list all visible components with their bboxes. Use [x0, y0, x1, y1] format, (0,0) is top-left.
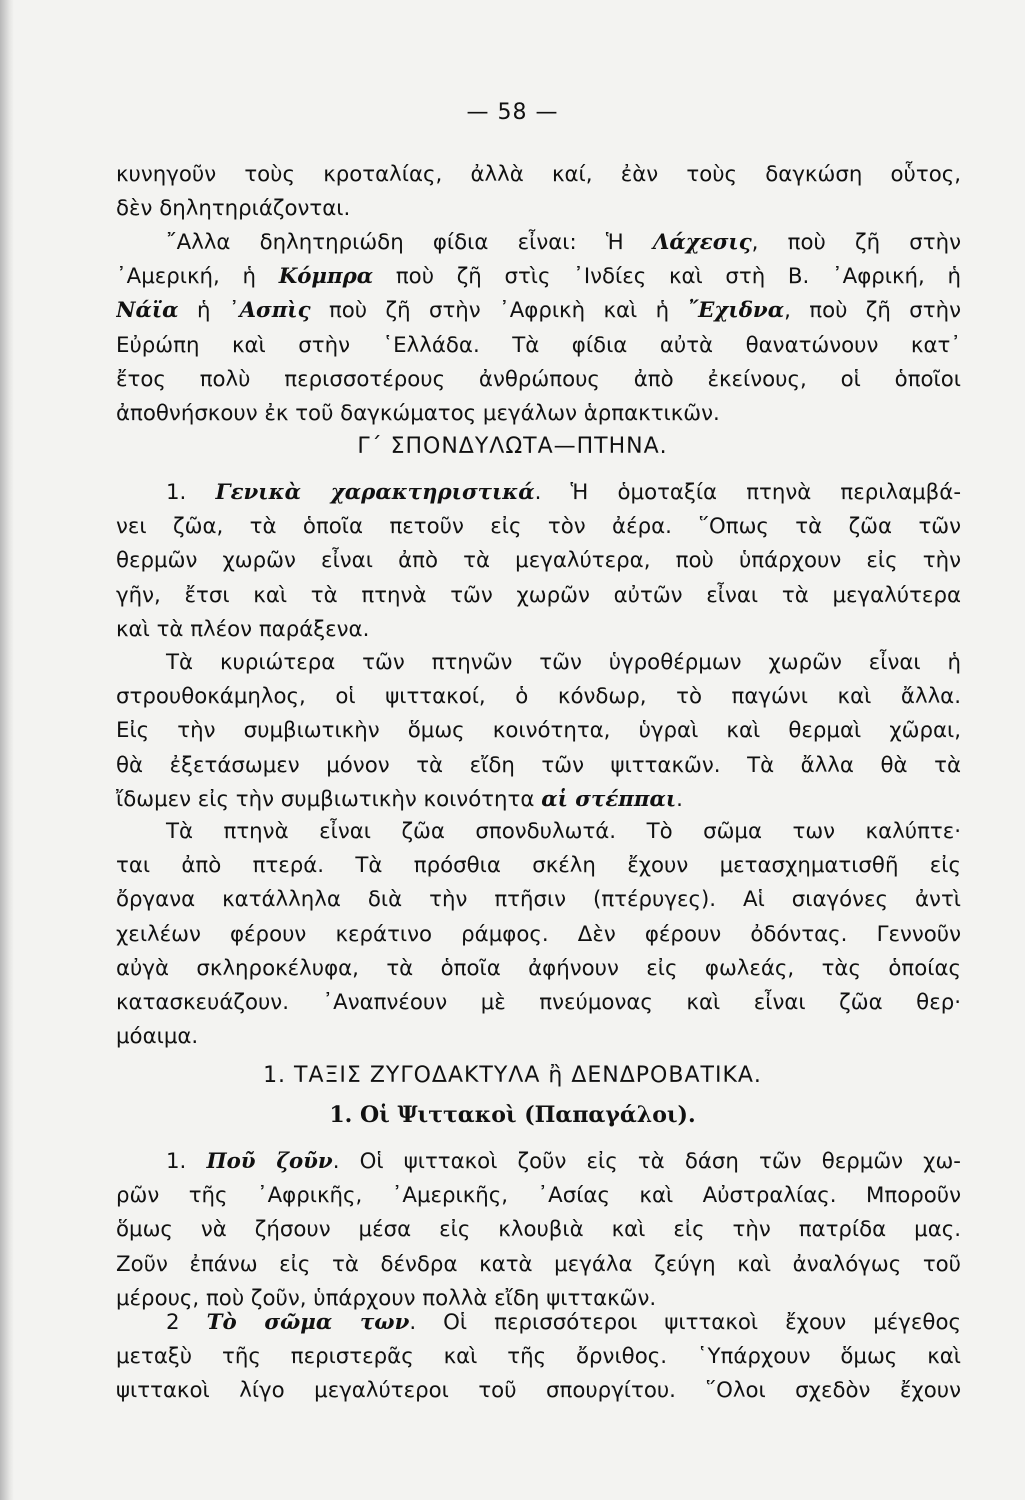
paragraph-their-body	[116, 1306, 961, 1409]
text-line: νει ζῶα, τὰ ὁποῖα πετοῦν εἰς τὸν ἀέρα. ῞Οπως τὰ ζῶα τῶν	[116, 514, 961, 540]
text-line: θερμῶν χωρῶν εἶναι ἀπὸ τὰ μεγαλύτερα, ποὺ ὑπάρχουν εἰς τὴν	[116, 548, 961, 574]
page-number: — 58 —	[466, 100, 559, 125]
paragraph-venomous-snakes	[116, 226, 961, 431]
text-line: Νάϊα ἡ ᾿Ασπὶς ποὺ ζῆ στὴν ᾿Αφρικὴ καὶ ἡ ῎Εχιδνα, ποὺ ζῆ στὴν	[116, 298, 961, 324]
text-line: θὰ ἐξετάσωμεν μόνον τὰ εἴδη τῶν ψιττακῶν. Τὰ ἄλλα θὰ τὰ	[116, 752, 961, 778]
page-binding-edge	[0, 0, 14, 1500]
text-line: γῆν, ἔτσι καὶ τὰ πτηνὰ τῶν χωρῶν αὐτῶν εἶναι τὰ μεγαλύτερα	[116, 582, 961, 608]
text-line: Εὐρώπη καὶ στὴν ῾Ελλάδα. Τὰ φίδια αὐτὰ θανατώνουν κατ᾿	[116, 332, 961, 358]
text-line: ὅμως νὰ ζήσουν μέσα εἰς κλουβιὰ καὶ εἰς τὴν πατρίδα μας.	[116, 1217, 961, 1243]
text-line: μέρους, ποὺ ζοῦν, ὑπάρχουν πολλὰ εἴδη ψιττακῶν.	[116, 1285, 657, 1311]
text-line: 1. Γενικὰ χαρακτηριστικά. Ἡ ὁμοταξία πτηνὰ περιλαμβά-	[166, 480, 961, 505]
section-heading-order: 1. ΤΑΞΙΣ ΖΥΓΟΔΑΚΤΥΛΑ ἢ ΔΕΝΔΡΟΒΑΤΙΚΑ.	[263, 1063, 762, 1088]
text-line: στρουθοκάμηλος, οἱ ψιττακοί, ὁ κόνδωρ, τὸ παγώνι καὶ ἄλλα.	[116, 684, 961, 710]
text-line: αὐγὰ σκληροκέλυφα, τὰ ὁποῖα ἀφήνουν εἰς φωλεάς, τὰς ὁποίας	[116, 955, 961, 981]
paragraph-main-birds	[116, 646, 961, 817]
text-line: Ζοῦν ἐπάνω εἰς τὰ δένδρα κατὰ μεγάλα ζεύγη καὶ ἀναλόγως τοῦ	[116, 1251, 961, 1277]
paragraph-general-characteristics	[116, 476, 961, 647]
text-line: Τὰ πτηνὰ εἶναι ζῶα σπονδυλωτά. Τὸ σῶμα των καλύπτε·	[166, 819, 961, 844]
paragraph-where-they-live	[116, 1145, 961, 1316]
text-line: 1. Ποῦ ζοῦν. Οἱ ψιττακοὶ ζοῦν εἰς τὰ δάση τῶν θερμῶν χω-	[166, 1149, 961, 1174]
text-line: μεταξὺ τῆς περιστερᾶς καὶ τῆς ὄρνιθος. ῾Υπάρχουν ὅμως καὶ	[116, 1344, 961, 1370]
text-line: ῎Αλλα δηλητηριώδη φίδια εἶναι: Ἡ Λάχεσις, ποὺ ζῆ στὴν	[166, 230, 961, 255]
text-line: κυνηγοῦν τοὺς κροταλίας, ἀλλὰ καί, ἐὰν τοὺς δαγκώση οὗτος,	[116, 162, 961, 187]
paragraph-bird-anatomy	[116, 815, 961, 1054]
text-line: κατασκευάζουν. ᾿Αναπνέουν μὲ πνεύμονας καὶ εἶναι ζῶα θερ·	[116, 989, 961, 1015]
section-heading-parrots: 1. Οἱ Ψιττακοὶ (Παπαγάλοι).	[329, 1102, 696, 1128]
text-line: ψιττακοὶ λίγο μεγαλύτεροι τοῦ σπουργίτου. ῞Ολοι σχεδὸν ἔχουν	[116, 1378, 961, 1404]
text-line: Εἰς τὴν συμβιωτικὴν ὅμως κοινότητα, ὑγραὶ καὶ θερμαὶ χῶραι,	[116, 718, 961, 744]
text-line: ἀποθνήσκουν ἐκ τοῦ δαγκώματος μεγάλων ἁρπακτικῶν.	[116, 400, 720, 426]
text-line: Τὰ κυριώτερα τῶν πτηνῶν τῶν ὑγροθέρμων χωρῶν εἶναι ἡ	[166, 650, 961, 675]
paragraph-snakes-hunt	[116, 158, 961, 226]
section-heading-birds: Γ΄ ΣΠΟΝΔΥΛΩΤΑ—ΠΤΗΝΑ.	[357, 434, 668, 459]
text-line: χειλέων φέρουν κεράτινο ράμφος. Δὲν φέρουν ὀδόντας. Γεννοῦν	[116, 921, 961, 947]
text-line: μόαιμα.	[116, 1024, 199, 1050]
text-line: ᾿Αμερική, ἡ Κόμπρα ποὺ ζῆ στὶς ᾿Ινδίες καὶ στὴ Β. ᾿Αφρική, ἡ	[116, 264, 961, 290]
text-line: ἔτος πολὺ περισσοτέρους ἀνθρώπους ἀπὸ ἐκείνους, οἱ ὁποῖοι	[116, 366, 961, 392]
text-line: καὶ τὰ πλέον παράξενα.	[116, 616, 370, 642]
text-line: 2 Τὸ σῶμα των. Οἱ περισσότεροι ψιττακοὶ ἔχουν μέγεθος	[166, 1310, 961, 1335]
text-line: δὲν δηλητηριάζονται.	[116, 196, 351, 222]
text-line: ἴδωμεν εἰς τὴν συμβιωτικὴν κοινότητα αἱ στέππαι.	[116, 786, 683, 812]
text-line: ρῶν τῆς ᾿Αφρικῆς, ᾿Αμερικῆς, ᾿Ασίας καὶ Αὐστραλίας. Μποροῦν	[116, 1183, 961, 1209]
text-line: ὄργανα κατάλληλα διὰ τὴν πτῆσιν (πτέρυγες). Αἱ σιαγόνες ἀντὶ	[116, 887, 961, 913]
text-line: ται ἀπὸ πτερά. Τὰ πρόσθια σκέλη ἔχουν μετασχηματισθῆ εἰς	[116, 853, 961, 879]
